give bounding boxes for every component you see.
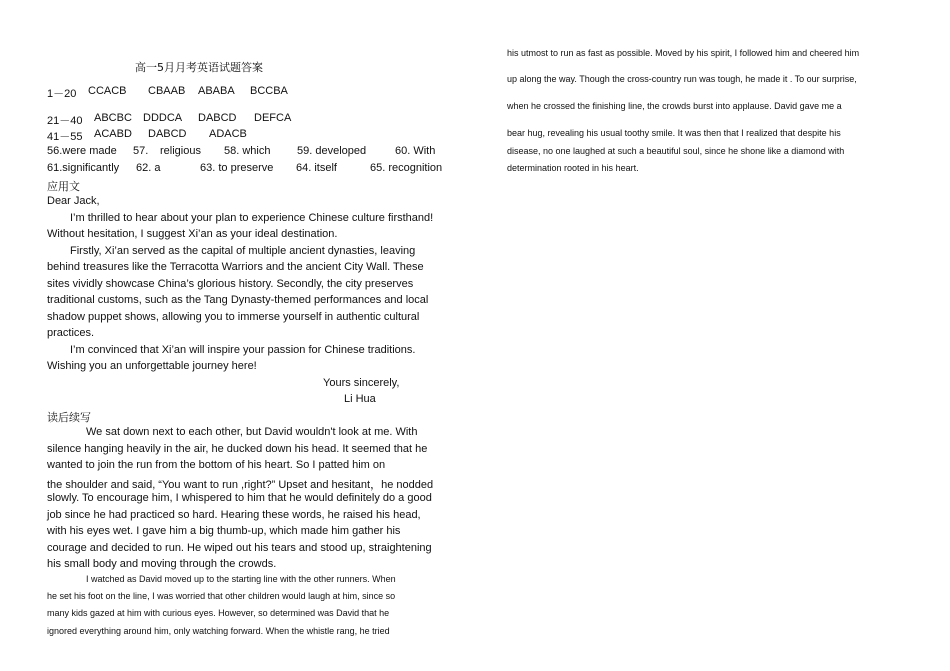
answer-group: ABCBC	[94, 112, 132, 124]
answer-group: ACABD	[94, 128, 132, 140]
story-line: with his eyes wet. I gave him a big thumb-up, which made him gather his	[47, 525, 401, 537]
letter-line: Firstly, Xi’an served as the capital of multiple ancient dynasties, leaving	[70, 245, 416, 257]
answer-item: 57.	[133, 145, 149, 157]
story-line: silence hanging heavily in the air, he ducked down his head. It seemed that he	[47, 443, 428, 455]
answer-item: 60. With	[395, 145, 436, 157]
letter-line: I’m convinced that Xi’an will inspire your passion for Chinese traditions.	[70, 344, 416, 356]
section-heading-applied: 应用文	[47, 180, 80, 193]
story-line: job since he had practiced so hard. Hearing these words, he raised his head,	[47, 509, 421, 521]
story-line: determination rooted in his heart.	[507, 163, 639, 173]
story-line: he set his foot on the line, I was worried that other children would laugh at him, since so	[47, 591, 396, 601]
story-line: slowly. To encourage him, I whispered to him that he would definitely do a good	[47, 492, 432, 504]
story-line: up along the way. Though the cross-country run was tough, he made it . To our surprise,	[507, 74, 857, 84]
answer-item: 59. developed	[297, 145, 367, 157]
answer-group: DABCD	[148, 128, 187, 140]
letter-line: shadow puppet shows, allowing you to immerse yourself in authentic cultural	[47, 311, 420, 323]
answer-range: 41－55	[47, 131, 83, 143]
letter-line: Without hesitation, I suggest Xi’an as your ideal destination.	[47, 228, 338, 240]
answer-group: DEFCA	[254, 112, 292, 124]
answer-item: 63. to preserve	[200, 162, 274, 174]
answer-item: 62. a	[136, 162, 161, 174]
answer-group: DDDCA	[143, 112, 183, 124]
story-line: courage and decided to run. He wiped out his tears and stood up, straightening	[47, 542, 432, 554]
page-title: 高一5月月考英语试题答案	[135, 61, 263, 74]
story-line: ignored everything around him, only watching forward. When the whistle rang, he tried	[47, 626, 390, 636]
letter-line: practices.	[47, 327, 95, 339]
story-line: his utmost to run as fast as possible. Moved by his spirit, I followed him and cheered him	[507, 48, 860, 58]
answer-group: ADACB	[209, 128, 247, 140]
letter-salutation: Dear Jack,	[47, 195, 100, 207]
answer-item: 65. recognition	[370, 162, 443, 174]
answer-group: DABCD	[198, 112, 237, 124]
answer-item: 56.were made	[47, 145, 117, 157]
story-line: when he crossed the finishing line, the crowds burst into applause. David gave me a	[507, 101, 842, 111]
story-line: wanted to join the run from the bottom of his heart. So I patted him on	[47, 459, 386, 471]
answer-group: CBAAB	[148, 85, 186, 97]
story-line: I watched as David moved up to the starting line with the other runners. When	[86, 574, 396, 584]
answer-group: ABABA	[198, 85, 235, 97]
story-line: the shoulder and said, “You want to run ,right?” Upset and hesitant，he nodded	[47, 479, 434, 491]
answer-item: 64. itself	[296, 162, 337, 174]
answer-item: religious	[160, 145, 201, 157]
letter-closing: Yours sincerely,	[323, 377, 400, 389]
answer-group: CCACB	[88, 85, 127, 97]
letter-signature: Li Hua	[344, 393, 376, 405]
letter-line: traditional customs, such as the Tang Dynasty-themed performances and local	[47, 294, 429, 306]
answer-range: 1－20	[47, 88, 77, 100]
story-line: his small body and moving through the crowds.	[47, 558, 277, 570]
answer-item: 58. which	[224, 145, 271, 157]
letter-line: I’m thrilled to hear about your plan to experience Chinese culture firsthand!	[70, 212, 434, 224]
story-line: many kids gazed at him with curious eyes. However, so determined was David that he	[47, 608, 390, 618]
answer-item: 61.significantly	[47, 162, 120, 174]
letter-line: Wishing you an unforgettable journey here!	[47, 360, 257, 372]
letter-line: behind treasures like the Terracotta Warriors and the ancient City Wall. These	[47, 261, 424, 273]
answer-group: BCCBA	[250, 85, 288, 97]
story-line: bear hug, revealing his usual toothy smile. It was then that I realized that despite his	[507, 128, 841, 138]
section-heading-continuation: 读后续写	[47, 411, 91, 424]
story-line: We sat down next to each other, but David wouldn't look at me. With	[86, 426, 418, 438]
answer-range: 21－40	[47, 115, 83, 127]
story-line: disease, no one laughed at such a beautiful soul, since he shone like a diamond with	[507, 146, 845, 156]
letter-line: sites vividly showcase China’s glorious history. Secondly, the city preserves	[47, 278, 414, 290]
